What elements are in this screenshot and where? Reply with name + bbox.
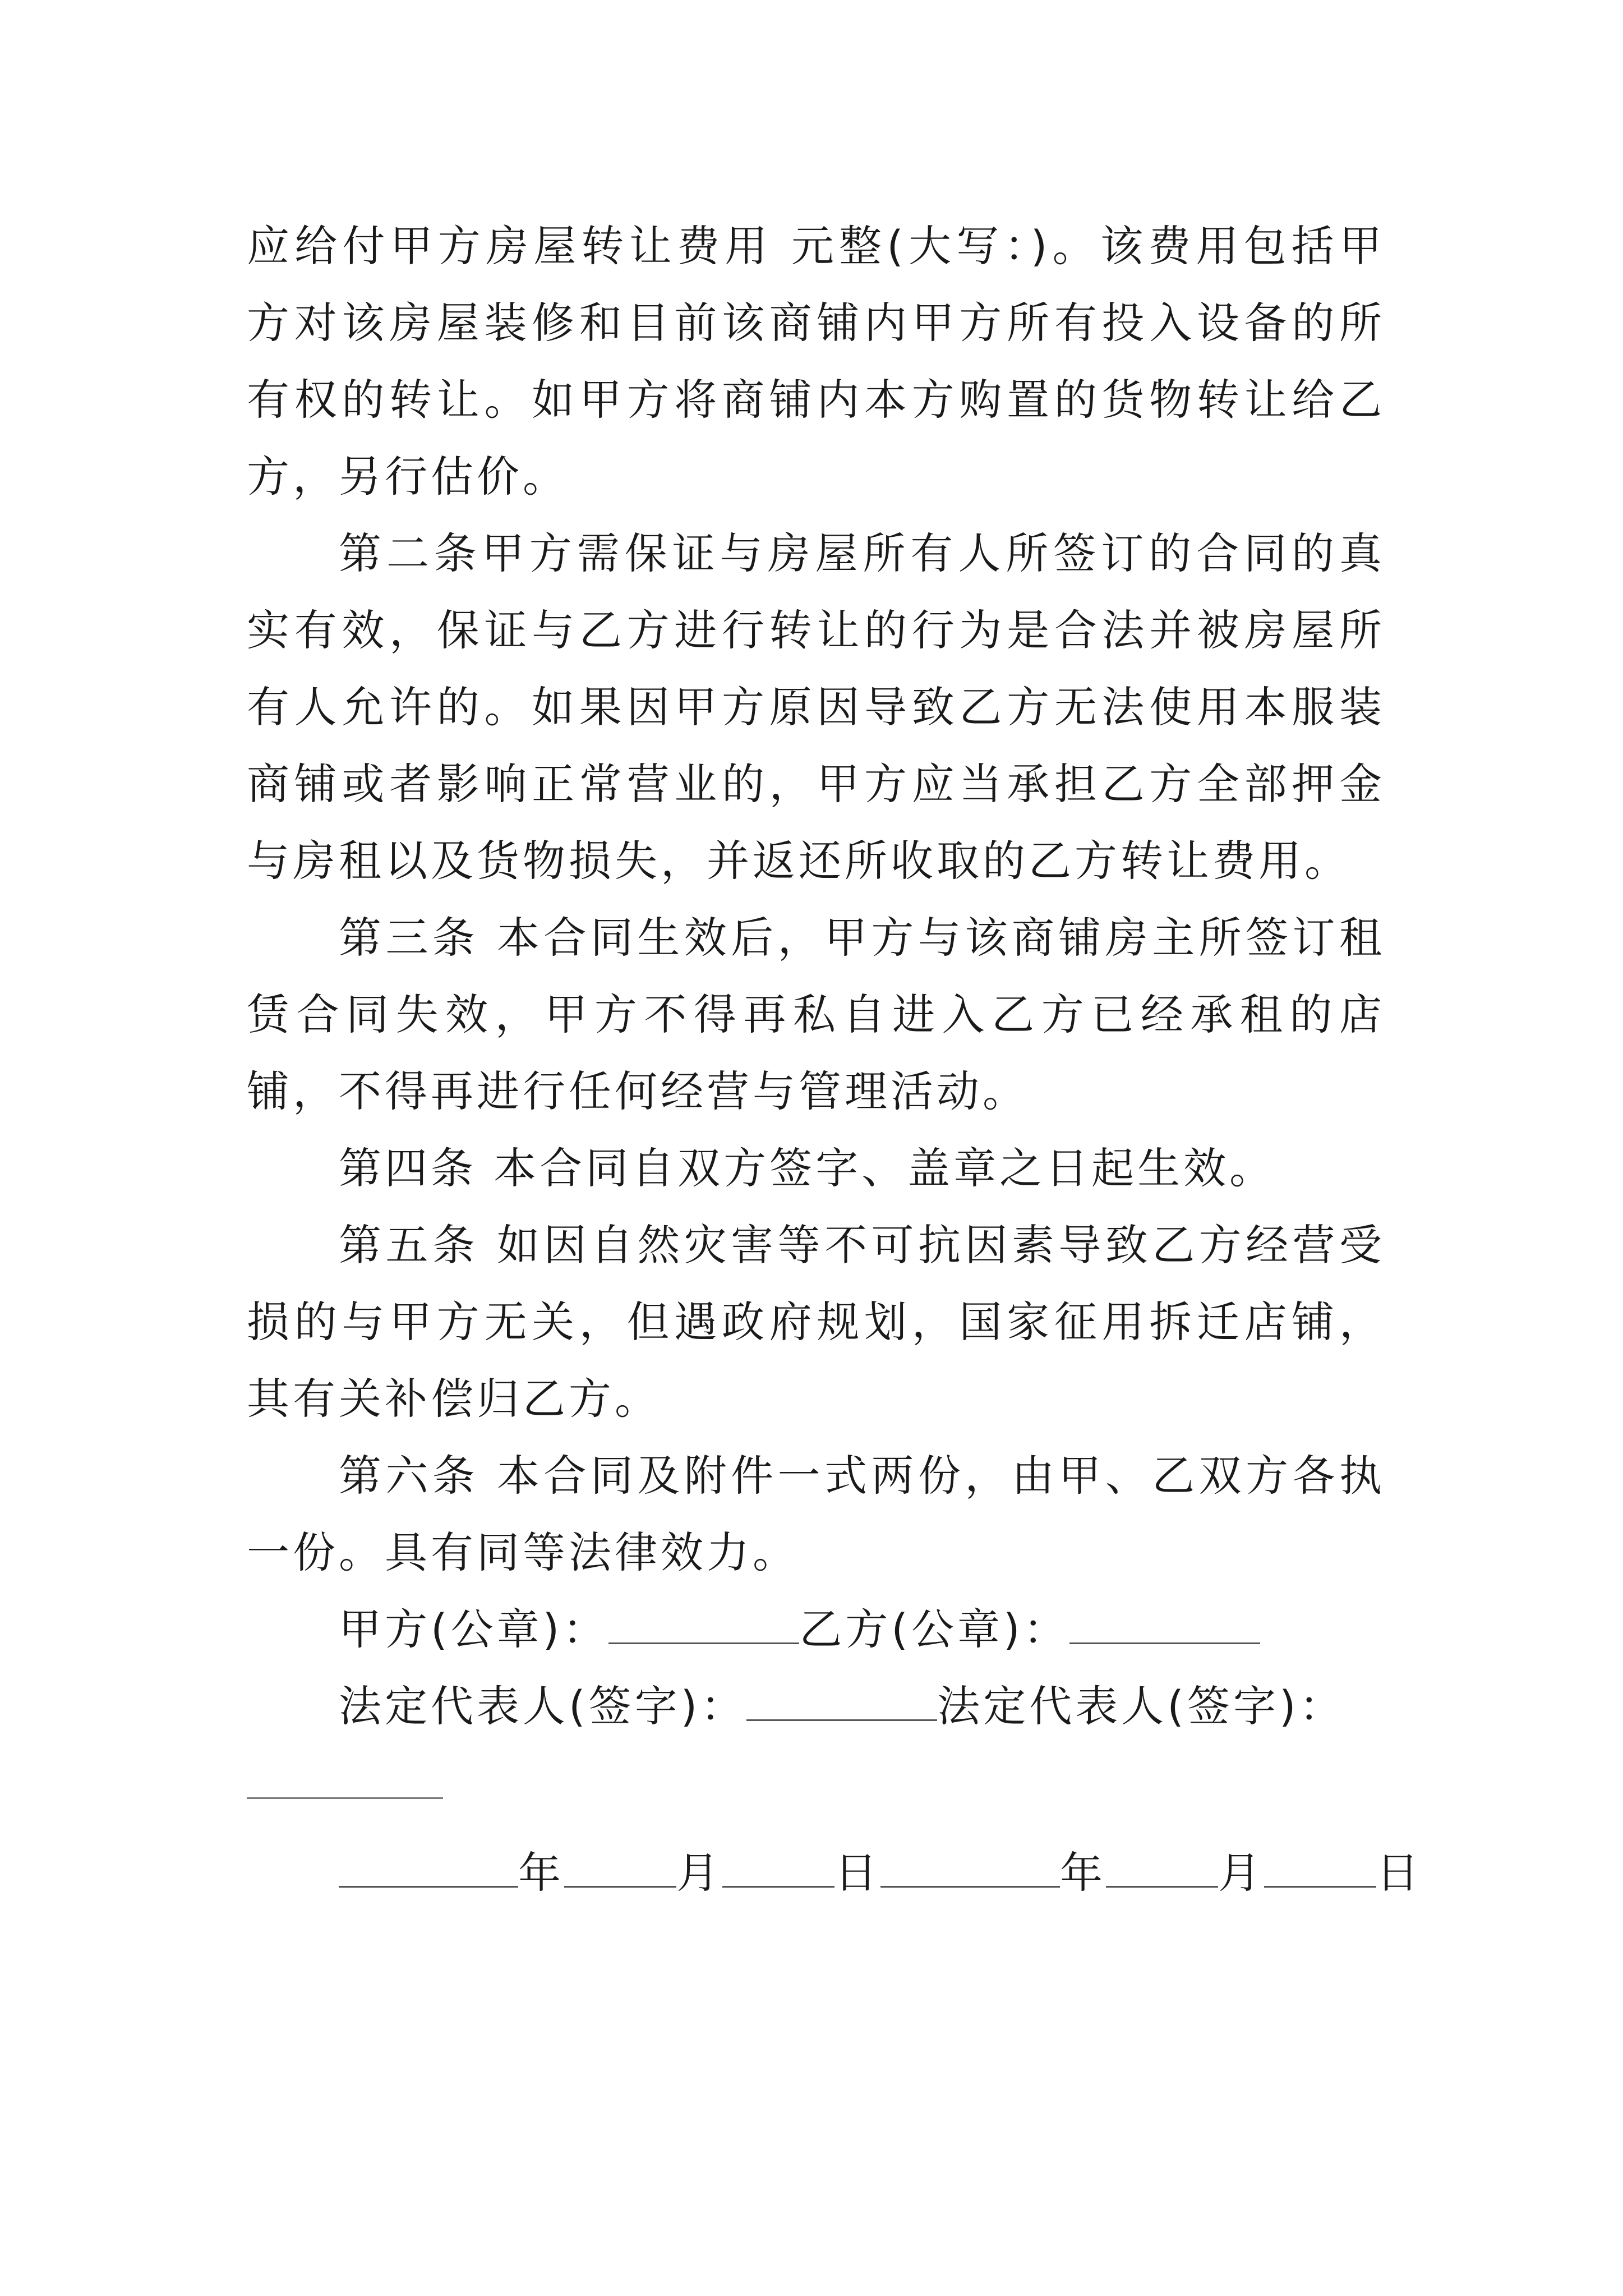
party-b-year-label: 年 (1060, 1848, 1106, 1898)
party-a-seal-blank (608, 1609, 799, 1644)
party-a-day-blank (722, 1852, 834, 1888)
paragraph-article-4: 第四条 本合同自双方签字、盖章之日起生效。 (339, 1143, 1276, 1193)
seal-line (247, 1591, 1385, 1668)
paragraph-article-3: 第三条 本合同生效后，甲方与该商铺房主所签订租赁合同失效，甲方不得再私自进入乙方已经承租的店铺，不得再进行任何经营与管理活动。 (247, 913, 1385, 1116)
party-a-month-label: 月 (676, 1848, 722, 1898)
party-b-day-blank (1264, 1852, 1376, 1888)
paragraph-article-2: 第二条甲方需保证与房屋所有人所签订的合同的真实有效，保证与乙方进行转让的行为是合法并被房屋所有人允许的。如果因甲方原因导致乙方无法使用本服装商铺或者影响正常营业的，甲方应当承担乙方全部押金与房租以及货物损失，并返还所收取的乙方转让费用。 (247, 528, 1385, 886)
party-b-seal-label: 乙方(公章)： (799, 1604, 1069, 1654)
party-b-day-label: 日 (1376, 1848, 1422, 1898)
date-line (339, 1834, 1422, 1911)
party-a-year-label: 年 (518, 1848, 564, 1898)
party-b-seal-blank (1069, 1609, 1260, 1644)
party-a-month-blank (564, 1852, 676, 1888)
party-a-rep-blank (746, 1686, 937, 1721)
party-b-month-blank (1106, 1852, 1218, 1888)
party-a-day-label: 日 (834, 1848, 880, 1898)
paragraph-fee: 应给付甲方房屋转让费用 元整(大写：)。该费用包括甲方对该房屋装修和目前该商铺内甲方所有投入设备的所有权的转让。如甲方将商铺内本方购置的货物转让给乙方，另行估价。 (247, 221, 1385, 501)
party-a-year-blank (339, 1852, 518, 1888)
party-b-rep-label: 法定代表人(签字)： (937, 1681, 1345, 1731)
representative-line (247, 1668, 1385, 1745)
document-body (247, 208, 1385, 1745)
party-b-month-label: 月 (1218, 1848, 1264, 1898)
party-a-seal-label: 甲方(公章)： (339, 1604, 609, 1654)
party-a-rep-label: 法定代表人(签字)： (339, 1681, 747, 1731)
party-b-rep-blank (247, 1797, 443, 1799)
paragraph-article-6: 第六条 本合同及附件一式两份，由甲、乙双方各执一份。具有同等法律效力。 (247, 1451, 1385, 1577)
paragraph-article-5: 第五条 如因自然灾害等不可抗因素导致乙方经营受损的与甲方无关，但遇政府规划，国家征用拆迁店铺，其有关补偿归乙方。 (247, 1220, 1385, 1424)
party-b-year-blank (880, 1852, 1060, 1888)
